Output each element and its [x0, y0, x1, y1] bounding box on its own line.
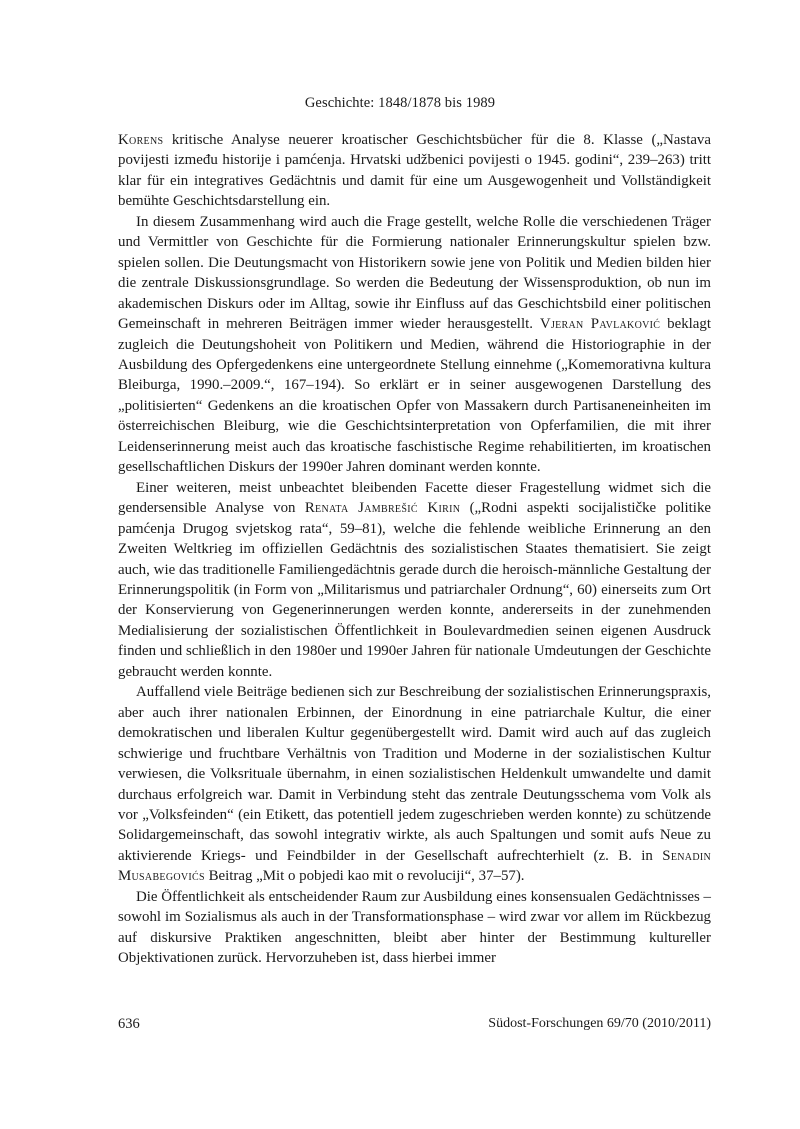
text-run: beklagt zugleich die Deutungshoheit von Politikern und Medien, während die Historiographie in der Ausbildung des Opfergedenkens eine untergeordnete Stellung einnehme („Komemorativna kultura Bleiburga, 1990.–2009.“, 167–194). So erklärt er in seiner ausgewogenen Darstellung des „politisierten“ Gedenkens an die kroatischen Opfer von Massakern durch Partisaneneinheiten im österreichischen Bleiburg, wie die Geschichtsinterpretation von Opferfamilien, die mit ihrer Leidenserinnerung meist auch das kroatische faschistische Regime rehabilitierten, im kroatischen gesellschaftlichen Diskurs der 1990er Jahren dominant werden konnte.	[118, 316, 711, 476]
running-title: Geschichte: 1848/1878 bis 1989	[304, 95, 496, 111]
author-name: Vjeran Pavlaković	[539, 316, 661, 333]
text-run: Beitrag „Mit o pobjedi kao mit o revoluciji“, 37–57).	[204, 868, 525, 885]
author-name: Renata Jambrešić Kirin	[304, 500, 461, 517]
paragraph-4	[118, 682, 711, 887]
text-run: Einer weiteren, meist unbeachtet bleibenden Facette dieser Fragestellung widmet sich die gendersensible Analyse von	[118, 479, 711, 517]
author-name: Senadin Musabegovićs	[118, 847, 711, 885]
text-run: („Rodni aspekti socijalističke politike pamćenja Drugog svjetskog rata“, 59–81), welche die fehlende weibliche Erinnerung an den Zweiten Weltkrieg im offiziellen Gedächtnis des sozialistischen Staates thematisiert. Sie zeigt auch, wie das traditionelle Familiengedächtnis gerade durch die heroisch-männliche Gestaltung der Erinnerungspolitik (in Form von „Militarismus und patriarchaler Ordnung“, 60) einerseits zum Ort der Konservierung von Gegenerinnerungen werden konnte, andererseits in der zunehmenden Medialisierung der sozialistischen Öffentlichkeit in Boulevardmedien seinen eigenen Ausdruck finden und schließlich in den 1980er und 1990er Jahren für nationale Umdeutungen der Geschichte gebraucht werden konnte.	[118, 500, 711, 680]
paragraph-3	[118, 478, 711, 683]
text-run: In diesem Zusammenhang wird auch die Frage gestellt, welche Rolle die verschiedenen Träger und Vermittler von Geschichte für die Formierung nationaler Erinnerungskultur spielen bzw. spielen sollen. Die Deutungsmacht von Historikern sowie jene von Politik und Medien bilden hier die zentrale Diskussionsgrundlage. So werden die Bedeutung der Wissensproduktion, ob nun im akademischen Diskurs oder im Alltag, sowie ihr Einfluss auf das Geschichtsbild einer politischen Gemeinschaft in mehreren Beiträgen immer wieder herausgestellt.	[118, 213, 711, 333]
text-run: kritische Analyse neuerer kroatischer Geschichtsbücher für die 8. Klasse („Nastava povijesti između historije i pamćenja. Hrvatski udžbenici povijesti o 1945. godini“, 239–263) tritt klar für ein integratives Gedächtnis und damit für eine um Ausgewogenheit und Vollständigkeit bemühte Geschichtsdarstellung ein.	[118, 132, 711, 210]
paragraph-5	[118, 887, 711, 969]
journal-citation: Südost-Forschungen 69/70 (2010/2011)	[488, 1016, 711, 1031]
paragraph-1	[118, 130, 711, 212]
author-name: Korens	[118, 132, 164, 148]
text-run: Auffallend viele Beiträge bedienen sich zur Beschreibung der sozialistischen Erinnerungspraxis, aber auch ihrer nationalen Erbinnen, der Einordnung in eine patriarchale Kultur, die einer demokratischen und liberalen Kultur gegenübergestellt wird. Damit wird auch auf das zugleich schwierige und fruchtbare Verhältnis von Tradition und Moderne in der sozialistischen Kultur verwiesen, die Volksrituale übernahm, in einen sozialistischen Heldenkult umwandelte und damit durchaus erfolgreich war. Damit in Verbindung steht das zentrale Deutungsschema vom Volk als vor „Volksfeinden“ (ein Etikett, das potentiell jedem zugeschrieben werden konnte) zu schützende Solidargemeinschaft, das sowohl integrativ wirkte, als auch Spaltungen und somit aufs Neue zu aktivierende Kriegs- und Feindbilder in der Gesellschaft aufrechterhielt (z. B. in	[118, 684, 711, 864]
page-number: 636	[118, 1016, 140, 1032]
body-text	[118, 130, 711, 969]
text-run: Die Öffentlichkeit als entscheidender Raum zur Ausbildung eines konsensualen Gedächtnisses – sowohl im Sozialismus als auch in der Transformationsphase – wird zwar vor allem im Rückbezug auf diskursive Praktiken angeschnitten, bleibt aber hinter der Bestimmung kultureller Objektivationen zurück. Hervorzuheben ist, dass hierbei immer	[118, 888, 711, 967]
paragraph-2	[118, 212, 711, 478]
